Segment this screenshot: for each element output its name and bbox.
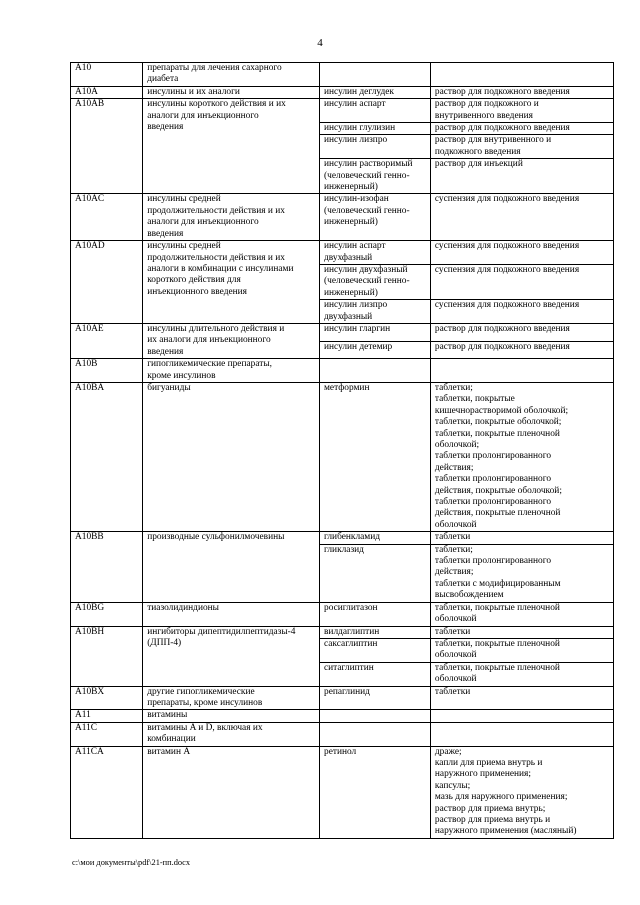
dosage-form-line: высвобождением [434,590,504,601]
atc-code-cell: A10 [71,63,143,87]
dosage-form-line: суспензия для подкожного введения [434,241,580,252]
group-name-cell [143,722,320,746]
dosage-form-line: капсулы; [434,780,471,791]
group-name-cell [143,241,320,324]
group-name-line: гипогликемические препараты, [147,359,272,370]
dosage-form-line: таблетки, покрытые пленочной [434,428,560,439]
atc-code-cell: A10BG [71,602,143,626]
dosage-form-line: таблетки [434,532,471,543]
group-name-cell [143,359,320,383]
group-name-line: диабета [147,74,179,85]
group-name-line: аналоги для инъекционного [147,110,259,121]
dosage-form-cell [430,341,613,359]
group-name-cell [143,99,320,194]
table-row [71,722,614,746]
drug-name-line: глибенкламид [324,532,381,543]
dosage-form-cell [430,662,613,686]
group-name-line: препараты для лечения сахарного [147,63,282,73]
drug-name-cell [320,341,431,359]
dosage-form-cell [430,86,613,98]
dosage-form-line: оболочкой [434,674,477,685]
drug-name-cell [320,662,431,686]
drug-name-line: инсулин аспарт [324,99,386,110]
group-name-line: инсулины короткого действия и их [147,99,286,110]
drug-name-cell [320,63,431,87]
group-name-line: введения [147,228,184,239]
drug-name-line: инсулин растворимый [324,159,413,170]
group-name-cell [143,686,320,710]
atc-code-cell: A10BB [71,532,143,602]
drug-name-cell [320,722,431,746]
group-name-cell [143,323,320,358]
drug-name-line: инженерный) [324,287,378,298]
drug-name-line: росиглитазон [324,602,378,613]
dosage-form-line: таблетки, покрытые [434,394,515,405]
group-name-line: витамины [147,710,188,721]
dosage-form-cell [430,123,613,135]
group-name-line: производные сульфонилмочевины [147,532,285,543]
drug-name-line: инсулин деглудек [324,86,394,97]
dosage-form-line: раствор для подкожного введения [434,86,570,97]
group-name-line: их аналоги для инъекционного [147,335,271,346]
dosage-form-line: таблетки [434,626,471,637]
page-number: 4 [317,37,323,49]
dosage-form-line: суспензия для подкожного введения [434,194,580,205]
atc-code-cell: A10A [71,86,143,98]
dosage-form-line: оболочкой [434,614,477,625]
group-name-line: продолжительности действия и их [147,252,285,263]
drug-name-line: (человеческий генно- [324,170,410,181]
group-name-line: инъекционного введения [147,286,247,297]
dosage-form-line: оболочкой; [434,440,480,450]
atc-code-cell: A10AE [71,323,143,358]
dosage-form-cell [430,300,613,324]
dosage-form-line: таблетки; [434,382,473,393]
dosage-form-cell [430,135,613,159]
dosage-form-line: раствор для подкожного введения [434,341,570,352]
dosage-form-line: наружного применения (масляный) [434,826,577,837]
drug-name-line: инсулин аспарт [324,241,386,252]
drug-name-line: инсулин глулизин [324,123,396,134]
group-name-line: короткого действия для [147,275,241,286]
drug-name-cell [320,323,431,341]
table-row [71,532,614,544]
dosage-form-line: действия; [434,567,474,578]
dosage-form-line: таблетки, покрытые пленочной [434,638,560,649]
drug-name-line: инсулин-изофан [324,194,389,205]
drug-name-line: метформин [324,382,370,393]
drug-name-cell [320,626,431,638]
drug-name-line: инженерный) [324,182,378,193]
drug-name-line: саксаглиптин [324,638,378,649]
dosage-form-line: мазь для наружного применения; [434,792,568,803]
atc-code-cell: A11CA [71,746,143,838]
group-name-line: инсулины средней [147,194,221,205]
drug-name-cell [320,602,431,626]
table-row [71,86,614,98]
drug-name-line: инсулин двухфазный [324,264,408,275]
group-name-line: витамин A [147,746,191,757]
group-name-line: тиазолидиндионы [147,602,219,613]
drug-list-table [70,62,614,839]
dosage-form-line: суспензия для подкожного введения [434,264,580,275]
drug-name-cell [320,264,431,299]
group-name-line: бигуаниды [147,382,191,393]
drug-name-line: инженерный) [324,217,378,228]
drug-name-line: двухфазный [324,311,373,322]
table-body [71,63,614,839]
dosage-form-cell [430,194,613,241]
group-name-line: аналоги в комбинации с инсулинами [147,263,294,274]
dosage-form-line: драже; [434,746,462,757]
drug-name-cell [320,86,431,98]
atc-code-cell: A10B [71,359,143,383]
group-name-line: введения [147,122,184,133]
drug-name-line: репаглинид [324,686,370,697]
drug-name-line: ретинол [324,746,357,757]
dosage-form-cell [430,264,613,299]
drug-name-line: вилдаглиптин [324,626,380,637]
dosage-form-line: действия, покрытые пленочной [434,508,561,519]
table-row [71,602,614,626]
atc-code-cell: A10BH [71,626,143,686]
group-name-cell [143,86,320,98]
drug-name-cell [320,135,431,159]
table-row [71,359,614,383]
atc-code-cell: A10BX [71,686,143,710]
dosage-form-cell [430,686,613,710]
dosage-form-cell [430,63,613,87]
group-name-line: инсулины средней [147,241,221,252]
group-name-cell [143,710,320,722]
group-name-line: продолжительности действия и их [147,205,285,216]
atc-code-cell: A10BA [71,382,143,531]
atc-code-cell: A10AB [71,99,143,194]
drug-name-line: двухфазный [324,252,373,263]
group-name-cell [143,63,320,87]
dosage-form-line: кишечнорастворимой оболочкой; [434,405,569,416]
dosage-form-line: таблетки пролонгированного [434,556,552,567]
group-name-line: инсулины длительного действия и [147,323,285,334]
dosage-form-line: раствор для инъекций [434,159,523,170]
dosage-form-line: таблетки, покрытые пленочной [434,662,560,673]
atc-code-cell: A11 [71,710,143,722]
dosage-form-line: таблетки пролонгированного [434,474,552,485]
dosage-form-cell [430,746,613,838]
group-name-cell [143,746,320,838]
atc-code-cell: A10AC [71,194,143,241]
dosage-form-line: оболочкой [434,519,477,530]
dosage-form-line: суспензия для подкожного введения [434,300,580,311]
atc-code-cell: A11C [71,722,143,746]
group-name-line: витамины A и D, включая их [147,722,263,733]
table-row [71,626,614,638]
drug-name-line: инсулин детемир [324,341,393,352]
table-row [71,710,614,722]
group-name-cell [143,626,320,686]
table-row [71,63,614,87]
dosage-form-cell [430,602,613,626]
drug-name-cell [320,686,431,710]
drug-name-line: инсулин лизпро [324,135,388,146]
drug-name-cell [320,532,431,544]
footer-file-path: c:\мои документы\pdf\21-пп.docx [72,858,191,867]
drug-name-line: (человеческий генно- [324,276,410,287]
dosage-form-line: раствор для приема внутрь; [434,803,546,814]
dosage-form-cell [430,722,613,746]
dosage-form-cell [430,532,613,544]
dosage-form-cell [430,382,613,531]
drug-name-cell [320,359,431,383]
dosage-form-line: действия; [434,462,474,473]
dosage-form-line: раствор для подкожного введения [434,123,570,134]
dosage-form-line: раствор для приема внутрь и [434,815,551,825]
group-name-line: препараты, кроме инсулинов [147,697,263,708]
table-row [71,382,614,531]
drug-name-cell [320,544,431,602]
dosage-form-cell [430,710,613,722]
dosage-form-cell [430,626,613,638]
dosage-form-line: раствор для подкожного введения [434,323,570,334]
dosage-form-cell [430,544,613,602]
drug-name-cell [320,123,431,135]
drug-name-cell [320,710,431,722]
drug-name-cell [320,194,431,241]
atc-code-cell: A10AD [71,241,143,324]
dosage-form-line: внутривенного введения [434,110,533,121]
dosage-form-line: таблетки с модифицированным [434,578,561,589]
group-name-line: введения [147,346,184,357]
drug-name-line: инсулин лизпро [324,300,388,311]
drug-name-line: инсулин гларгин [324,323,391,334]
dosage-form-cell [430,241,613,265]
group-name-cell [143,382,320,531]
dosage-form-line: действия, покрытые оболочкой; [434,485,562,496]
drug-name-line: ситаглиптин [324,662,374,673]
dosage-form-line: таблетки пролонгированного [434,451,552,462]
dosage-form-line: таблетки, покрытые пленочной [434,602,560,613]
dosage-form-cell [430,99,613,123]
dosage-form-cell [430,359,613,383]
group-name-cell [143,532,320,602]
dosage-form-line: подкожного введения [434,146,521,157]
table-row [71,746,614,838]
drug-name-cell [320,241,431,265]
drug-name-line: гликлазид [324,544,364,555]
drug-name-cell [320,159,431,194]
table-row [71,323,614,341]
group-name-cell [143,602,320,626]
dosage-form-cell [430,323,613,341]
group-name-line: (ДПП-4) [147,637,182,648]
dosage-form-line: таблетки, покрытые оболочкой; [434,417,562,428]
table-row [71,99,614,123]
dosage-form-line: таблетки пролонгированного [434,497,552,508]
dosage-form-line: раствор для подкожного и [434,99,539,110]
drug-name-line: (человеческий генно- [324,205,410,216]
group-name-cell [143,194,320,241]
group-name-line: инсулины и их аналоги [147,86,240,97]
drug-name-cell [320,746,431,838]
dosage-form-line: капли для приема внутрь и [434,757,543,768]
drug-name-cell [320,300,431,324]
drug-name-cell [320,99,431,123]
dosage-form-line: таблетки; [434,544,473,555]
dosage-form-line: оболочкой [434,650,477,661]
table-row [71,194,614,241]
table-row [71,686,614,710]
dosage-form-line: наружного применения; [434,769,531,780]
group-name-line: комбинации [147,734,196,745]
table-row [71,241,614,265]
group-name-line: ингибиторы дипептидилпептидазы-4 [147,626,296,637]
group-name-line: другие гипогликемические [147,686,255,697]
drug-name-cell [320,382,431,531]
dosage-form-line: раствор для внутривенного и [434,135,552,146]
dosage-form-cell [430,638,613,662]
group-name-line: аналоги для инъекционного [147,217,259,228]
dosage-form-line: таблетки [434,686,471,697]
dosage-form-cell [430,159,613,194]
group-name-line: кроме инсулинов [147,370,216,381]
drug-name-cell [320,638,431,662]
